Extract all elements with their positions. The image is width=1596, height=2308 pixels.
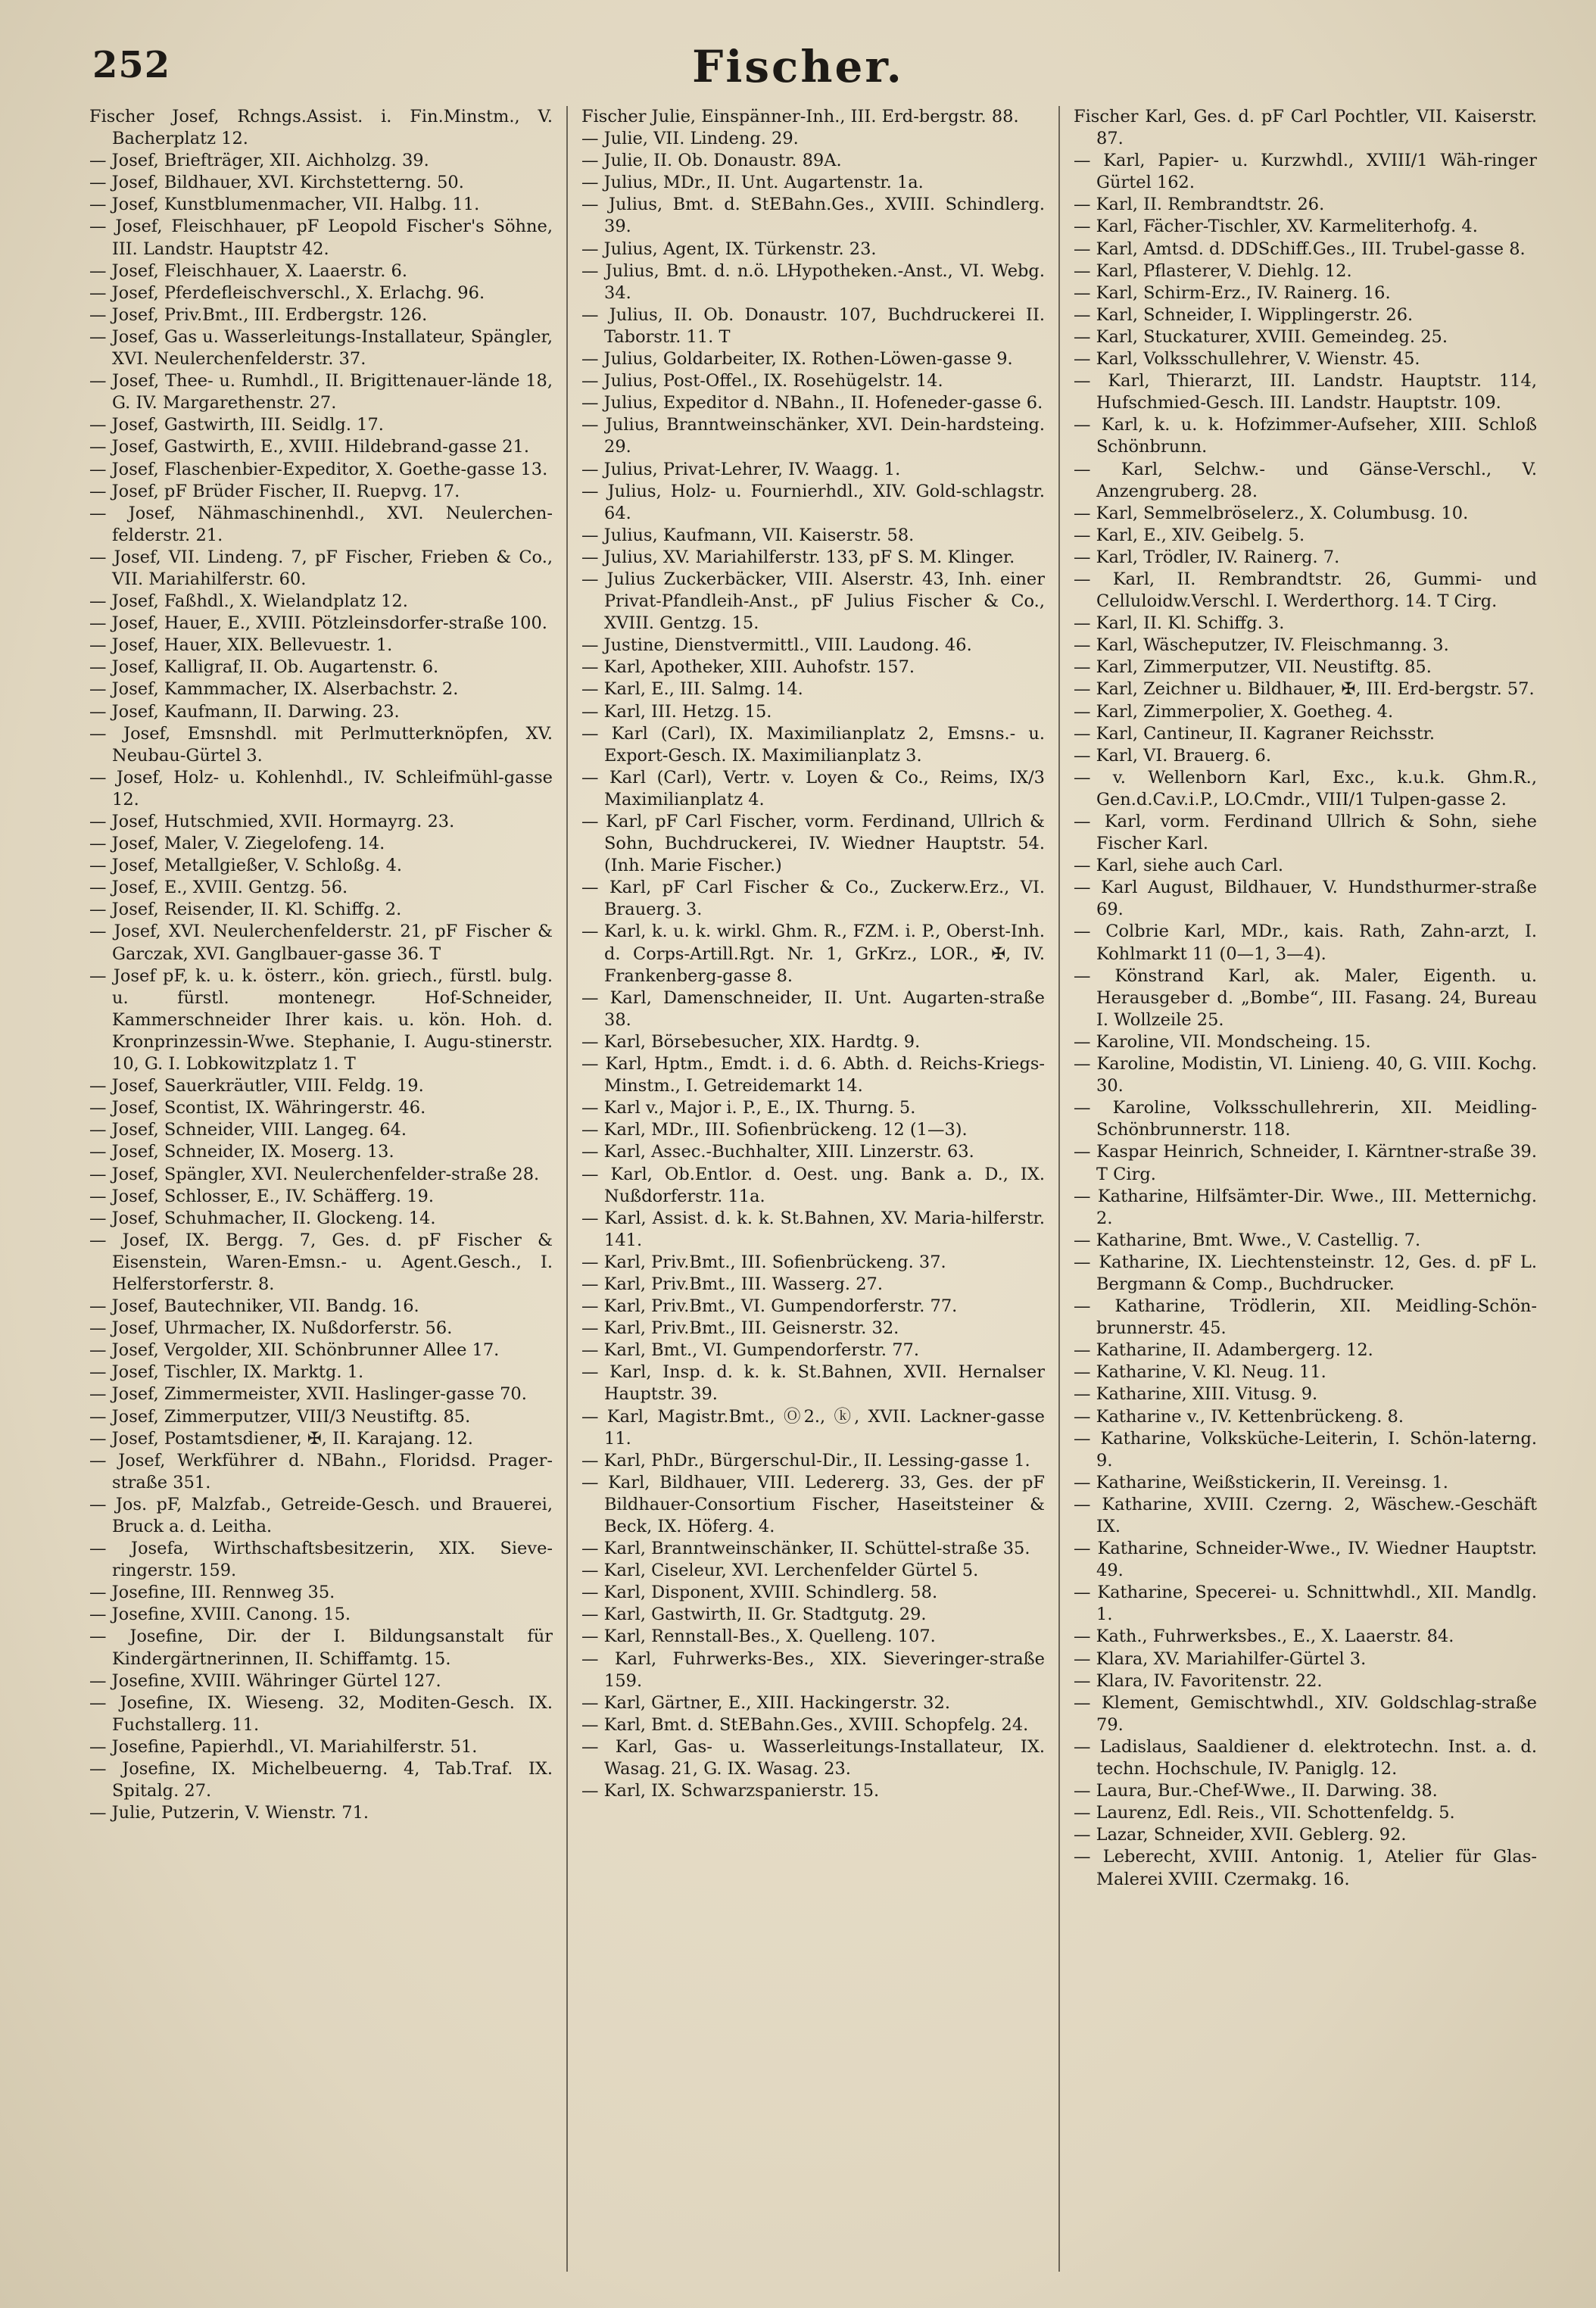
- directory-entry: — Josef, Thee- u. Rumhdl., II. Brigittenauer-lände 18, G. IV. Margarethenstr. 27.: [89, 371, 553, 413]
- directory-entry: — Josef, Sauerkräutler, VIII. Feldg. 19.: [89, 1076, 424, 1096]
- directory-entry: — Karl, Thierarzt, III. Landstr. Hauptstr. 114, Hufschmied-Gesch. III. Landstr. Hauptstr. 109.: [1074, 371, 1537, 413]
- directory-entry: — Karl, II. Rembrandtstr. 26, Gummi- und Celluloidw.Verschl. I. Werderthorg. 14. T Cirg.: [1074, 569, 1537, 612]
- directory-entry: — Julius, Bmt. d. StEBahn.Ges., XVIII. Schindlerg. 39.: [581, 195, 1045, 237]
- directory-entry: — Leberecht, XVIII. Antonig. 1, Atelier für Glas-Malerei XVIII. Czermakg. 16.: [1074, 1847, 1537, 1889]
- directory-entry: — Katharine, XVIII. Czerng. 2, Wäschew.-Geschäft IX.: [1074, 1494, 1537, 1536]
- column-divider: [1058, 106, 1060, 2272]
- directory-entry: — Julie, II. Ob. Donaustr. 89A.: [581, 151, 842, 171]
- directory-entry: — Karl, siehe auch Carl.: [1074, 856, 1284, 876]
- directory-entry: — Katharine, Volksküche-Leiterin, I. Schön-laterng. 9.: [1074, 1428, 1537, 1471]
- directory-entry: — Katharine, Schneider-Wwe., IV. Wiedner Hauptstr. 49.: [1074, 1539, 1537, 1581]
- directory-entry: — Julius, Agent, IX. Türkenstr. 23.: [581, 239, 877, 259]
- directory-entry: — Josef, Hutschmied, XVII. Hormayrg. 23.: [89, 812, 455, 831]
- directory-entry: — Josef, Fleischhauer, X. Laaerstr. 6.: [89, 260, 407, 281]
- directory-entry: — Josef, Hauer, XIX. Bellevuestr. 1.: [89, 635, 393, 656]
- directory-entry: — Josef, Maler, V. Ziegelofeng. 14.: [89, 834, 385, 854]
- directory-entry: — Josef, Bildhauer, XVI. Kirchstetterng. 50.: [89, 173, 464, 193]
- directory-entry: — Josefine, Papierhdl., VI. Mariahilferstr. 51.: [89, 1736, 478, 1757]
- directory-entry: — Karl, Fächer-Tischler, XV. Karmeliterhofg. 4.: [1074, 217, 1478, 237]
- directory-entry: — Karl, Zeichner u. Bildhauer, ✠, III. Erd-bergstr. 57.: [1074, 679, 1535, 700]
- directory-entry: — Julie, Putzerin, V. Wienstr. 71.: [89, 1803, 369, 1823]
- directory-entry: — Karl, pF Carl Fischer, vorm. Ferdinand, Ullrich & Sohn, Buchdruckerei, IV. Wiedner Hauptstr. 54. (Inh. Marie Fischer.): [581, 812, 1045, 876]
- directory-entry: — Josef, Postamtsdiener, ✠, II. Karajang. 12.: [89, 1428, 473, 1449]
- directory-entry: — Karl, VI. Brauerg. 6.: [1074, 745, 1272, 766]
- directory-entry: — Josef, Hauer, E., XVIII. Pötzleinsdorfer-straße 100.: [89, 613, 547, 634]
- directory-entry: — Karl, E., III. Salmg. 14.: [581, 679, 803, 700]
- directory-entry: Fischer Julie, Einspänner-Inh., III. Erd-bergstr. 88.: [581, 107, 1019, 126]
- directory-entry: — Karl, E., XIV. Geibelg. 5.: [1074, 525, 1305, 545]
- directory-entry: — Karl, Gärtner, E., XIII. Hackingerstr. 32.: [581, 1692, 950, 1713]
- directory-entry: — Karoline, VII. Mondscheing. 15.: [1074, 1031, 1371, 1052]
- directory-entry: — Katharine, Specerei- u. Schnittwhdl., XII. Mandlg. 1.: [1074, 1583, 1537, 1625]
- directory-entry: — Josef, XVI. Neulerchenfelderstr. 21, pF Fischer & Garczak, XVI. Ganglbauer-gasse 36. T: [89, 922, 553, 964]
- directory-entry: — Josef, Werkführer d. NBahn., Floridsd. Prager-straße 351.: [89, 1450, 553, 1492]
- directory-entry: — Josef, Zimmermeister, XVII. Haslinger-gasse 70.: [89, 1384, 527, 1405]
- directory-entry: — Josef, VII. Lindeng. 7, pF Fischer, Frieben & Co., VII. Mariahilferstr. 60.: [89, 547, 553, 589]
- directory-entry: — Josef, Gas u. Wasserleitungs-Installateur, Spängler, XVI. Neulerchenfelderstr. 37.: [89, 326, 553, 370]
- directory-entry: — Josef, Kalligraf, II. Ob. Augartenstr. 6.: [89, 657, 439, 678]
- directory-entry: — Karl, Trödler, IV. Rainerg. 7.: [1074, 547, 1340, 567]
- directory-entry: — Katharine, Hilfsämter-Dir. Wwe., III. Metternichg. 2.: [1074, 1186, 1537, 1228]
- directory-entry: — Josef, Holz- u. Kohlenhdl., IV. Schleifmühl-gasse 12.: [89, 767, 553, 809]
- directory-entry: — Josef, Gastwirth, III. Seidlg. 17.: [89, 415, 384, 435]
- directory-entry: — Josef pF, k. u. k. österr., kön. griech., fürstl. bulg. u. fürstl. montenegr. Hof-Schneider, Kammerschneider Ihrer kais. u. kön. Hoh. d. Kronprinzessin-Wwe. Stephanie, I. Augu-stinerstr. 10, G. I. Lobkowitzplatz 1. T: [89, 965, 553, 1074]
- directory-entry: — Karl, II. Rembrandtstr. 26.: [1074, 195, 1325, 215]
- directory-entry: — Josefine, IX. Michelbeuerng. 4, Tab.Traf. IX. Spitalg. 27.: [89, 1759, 553, 1801]
- directory-entry: — Karl, Selchw.- und Gänse-Verschl., V. Anzengruberg. 28.: [1074, 459, 1537, 501]
- directory-entry: — Josefine, III. Rennweg 35.: [89, 1583, 335, 1603]
- directory-entry: — Katharine, V. Kl. Neug. 11.: [1074, 1362, 1326, 1383]
- directory-entry: — Karl, Amtsd. d. DDSchiff.Ges., III. Trubel-gasse 8.: [1074, 239, 1526, 259]
- directory-entry: — Josef, Uhrmacher, IX. Nußdorferstr. 56.: [89, 1318, 453, 1339]
- directory-entry: — Josef, Schlosser, E., IV. Schäfferg. 19.: [89, 1186, 435, 1206]
- directory-entry: — Karl, Insp. d. k. k. St.Bahnen, XVII. Hernalser Hauptstr. 39.: [581, 1362, 1045, 1405]
- directory-entry: — Josef, Flaschenbier-Expeditor, X. Goethe-gasse 13.: [89, 459, 548, 479]
- directory-entry: — Karl, PhDr., Bürgerschul-Dir., II. Lessing-gasse 1.: [581, 1450, 1030, 1471]
- directory-entry: — Karl, Schirm-Erz., IV. Rainerg. 16.: [1074, 282, 1391, 303]
- directory-entry: — Karl, Zimmerpolier, X. Goetheg. 4.: [1074, 701, 1394, 722]
- directory-entry: — Karl, Ciseleur, XVI. Lerchenfelder Gürtel 5.: [581, 1561, 979, 1581]
- directory-entry: — Jos. pF, Malzfab., Getreide-Gesch. und Brauerei, Bruck a. d. Leitha.: [89, 1494, 553, 1536]
- directory-entry: — Justine, Dienstvermittl., VIII. Laudong. 46.: [581, 635, 972, 656]
- columns-container: [89, 106, 1545, 2272]
- directory-entry: — Julius, Branntweinschänker, XVI. Dein-hardsteing. 29.: [581, 415, 1045, 457]
- directory-entry: — Kath., Fuhrwerksbes., E., X. Laaerstr. 84.: [1074, 1627, 1454, 1647]
- directory-entry: — Karl, Wäscheputzer, IV. Fleischmanng. 3.: [1074, 635, 1449, 656]
- directory-entry: — Karl, Börsebesucher, XIX. Hardtg. 9.: [581, 1031, 921, 1052]
- directory-entry: — Lazar, Schneider, XVII. Geblerg. 92.: [1074, 1825, 1407, 1845]
- column-1: [89, 106, 553, 2272]
- directory-entry: Fischer Josef, Rchngs.Assist. i. Fin.Minstm., V. Bacherplatz 12.: [89, 107, 553, 149]
- directory-entry: — Josef, Vergolder, XII. Schönbrunner Allee 17.: [89, 1340, 500, 1361]
- directory-entry: — Karl (Carl), IX. Maximilianplatz 2, Emsns.- u. Export-Gesch. IX. Maximilianplatz 3.: [581, 723, 1045, 766]
- directory-entry: — Karl, Volksschullehrer, V. Wienstr. 45.: [1074, 349, 1420, 370]
- directory-entry: — Ladislaus, Saaldiener d. elektrotechn. Inst. a. d. techn. Hochschule, IV. Paniglg. 12.: [1074, 1736, 1537, 1779]
- directory-entry: — Julie, VII. Lindeng. 29.: [581, 129, 799, 149]
- directory-entry: — Josef, Kaufmann, II. Darwing. 23.: [89, 701, 400, 722]
- directory-entry: — Karl, Assist. d. k. k. St.Bahnen, XV. Maria-hilferstr. 141.: [581, 1208, 1045, 1250]
- directory-entry: — Julius, Post-Offel., IX. Rosehügelstr. 14.: [581, 371, 943, 391]
- directory-entry: — Karl, Schneider, I. Wipplingerstr. 26.: [1074, 304, 1414, 325]
- directory-entry: — Julius, Privat-Lehrer, IV. Waagg. 1.: [581, 459, 901, 479]
- directory-entry: — Katharine, XIII. Vitusg. 9.: [1074, 1384, 1318, 1405]
- directory-entry: — Colbrie Karl, MDr., kais. Rath, Zahn-arzt, I. Kohlmarkt 11 (0—1, 3—4).: [1074, 922, 1537, 964]
- directory-entry: — Klement, Gemischtwhdl., XIV. Goldschlag-straße 79.: [1074, 1692, 1537, 1735]
- directory-entry: — Josef, Schneider, VIII. Langeg. 64.: [89, 1120, 407, 1140]
- directory-entry: — Julius, Goldarbeiter, IX. Rothen-Löwen-gasse 9.: [581, 349, 1013, 370]
- directory-entry: — Karl, Pflasterer, V. Diehlg. 12.: [1074, 260, 1352, 281]
- directory-entry: — Josef, Fleischhauer, pF Leopold Fischer's Söhne, III. Landstr. Hauptstr 42.: [89, 217, 553, 259]
- directory-entry: — Josef, Pferdefleischverschl., X. Erlachg. 96.: [89, 282, 485, 303]
- directory-entry: — Karl, IX. Schwarzspanierstr. 15.: [581, 1781, 880, 1801]
- directory-entry: — Katharine, Weißstickerin, II. Vereinsg. 1.: [1074, 1472, 1448, 1492]
- directory-entry: — Karl v., Major i. P., E., IX. Thurng. 5.: [581, 1098, 916, 1118]
- directory-entry: — Laura, Bur.-Chef-Wwe., II. Darwing. 38.: [1074, 1781, 1438, 1801]
- directory-entry: — Katharine, II. Adambergerg. 12.: [1074, 1340, 1373, 1361]
- directory-entry: — v. Wellenborn Karl, Exc., k.u.k. Ghm.R., Gen.d.Cav.i.P., LO.Cmdr., VIII/1 Tulpen-gasse 2.: [1074, 767, 1537, 809]
- directory-entry: — Josef, Kammmacher, IX. Alserbachstr. 2.: [89, 679, 459, 700]
- directory-entry: — Karl, Branntweinschänker, II. Schüttel-straße 35.: [581, 1539, 1030, 1559]
- column-3: [1074, 106, 1537, 2272]
- directory-entry: — Könstrand Karl, ak. Maler, Eigenth. u. Herausgeber d. „Bombe“, III. Fasang. 24, Bureau I. Wollzeile 25.: [1074, 965, 1537, 1030]
- directory-entry: — Julius, XV. Mariahilferstr. 133, pF S. M. Klinger.: [581, 547, 1015, 567]
- directory-entry: — Karl, II. Kl. Schiffg. 3.: [1074, 613, 1285, 634]
- directory-entry: — Karl, Magistr.Bmt., Ⓞ2., ⓚ, XVII. Lackner-gasse 11.: [581, 1406, 1045, 1449]
- directory-entry: — Karl, pF Carl Fischer & Co., Zuckerw.Erz., VI. Brauerg. 3.: [581, 878, 1045, 920]
- directory-entry: — Karl, Disponent, XVIII. Schindlerg. 58.: [581, 1583, 938, 1603]
- directory-entry: — Josef, Bautechniker, VII. Bandg. 16.: [89, 1296, 419, 1317]
- directory-entry: — Karl, Cantineur, II. Kagraner Reichsstr.: [1074, 723, 1435, 744]
- directory-entry: — Josef, Schneider, IX. Moserg. 13.: [89, 1142, 394, 1162]
- directory-entry: — Julius, Kaufmann, VII. Kaiserstr. 58.: [581, 525, 915, 545]
- directory-entry: — Karl, Hptm., Emdt. i. d. 6. Abth. d. Reichs-Kriegs-Minstm., I. Getreidemarkt 14.: [581, 1054, 1045, 1096]
- page-header: [0, 38, 1596, 106]
- directory-entry: — Karl, Papier- u. Kurzwhdl., XVIII/1 Wäh-ringer Gürtel 162.: [1074, 151, 1537, 193]
- directory-entry: — Josef, E., XVIII. Gentzg. 56.: [89, 878, 348, 898]
- column-divider: [566, 106, 568, 2272]
- directory-entry: — Karl, Bmt. d. StEBahn.Ges., XVIII. Schopfelg. 24.: [581, 1714, 1029, 1735]
- directory-entry: — Klara, IV. Favoritenstr. 22.: [1074, 1670, 1323, 1691]
- directory-entry: — Karl, Fuhrwerks-Bes., XIX. Sieveringer-straße 159.: [581, 1648, 1045, 1691]
- directory-entry: — Julius, II. Ob. Donaustr. 107, Buchdruckerei II. Taborstr. 11. T: [581, 304, 1045, 347]
- directory-entry: — Josef, Metallgießer, V. Schloßg. 4.: [89, 856, 403, 876]
- directory-entry: — Karoline, Modistin, VI. Linieng. 40, G. VIII. Kochg. 30.: [1074, 1054, 1537, 1096]
- directory-entry: — Josef, IX. Bergg. 7, Ges. d. pF Fischer & Eisenstein, Waren-Emsn.- u. Agent.Gesch., I. Helferstorferstr. 8.: [89, 1230, 553, 1294]
- directory-entry: — Josef, Priv.Bmt., III. Erdbergstr. 126.: [89, 304, 428, 325]
- directory-entry: — Julius, Expeditor d. NBahn., II. Hofeneder-gasse 6.: [581, 393, 1043, 413]
- directory-entry: — Katharine, Trödlerin, XII. Meidling-Schön-brunnerstr. 45.: [1074, 1296, 1537, 1339]
- directory-entry: — Karl, Priv.Bmt., III. Geisnerstr. 32.: [581, 1318, 899, 1339]
- directory-entry: — Josef, pF Brüder Fischer, II. Ruepvg. 17.: [89, 481, 460, 501]
- column-2: [581, 106, 1045, 2272]
- directory-entry: — Josef, Gastwirth, E., XVIII. Hildebrand-gasse 21.: [89, 437, 530, 457]
- page-number: 252: [92, 44, 171, 86]
- directory-entry: — Karl, Semmelbröselerz., X. Columbusg. 10.: [1074, 503, 1469, 523]
- directory-entry: — Katharine v., IV. Kettenbrückeng. 8.: [1074, 1406, 1404, 1427]
- directory-entry: — Karl, Priv.Bmt., III. Wasserg. 27.: [581, 1274, 883, 1294]
- directory-entry: — Karl, Assec.-Buchhalter, XIII. Linzerstr. 63.: [581, 1142, 974, 1162]
- directory-entry: — Katharine, IX. Liechtensteinstr. 12, Ges. d. pF L. Bergmann & Comp., Buchdrucker.: [1074, 1252, 1537, 1294]
- directory-entry: — Karl, Gastwirth, II. Gr. Stadtgutg. 29.: [581, 1605, 927, 1625]
- directory-entry: — Julius, MDr., II. Unt. Augartenstr. 1a.: [581, 173, 924, 193]
- directory-entry: — Kaspar Heinrich, Schneider, I. Kärntner-straße 39. T Cirg.: [1074, 1142, 1537, 1184]
- directory-entry: — Karl, Priv.Bmt., III. Sofienbrückeng. 37.: [581, 1252, 946, 1272]
- directory-entry: — Josef, Nähmaschinenhdl., XVI. Neulerchen-felderstr. 21.: [89, 503, 553, 545]
- directory-entry: — Josefine, IX. Wieseng. 32, Moditen-Gesch. IX. Fuchstallerg. 11.: [89, 1692, 553, 1735]
- directory-entry: — Karl, Gas- u. Wasserleitungs-Installateur, IX. Wasag. 21, G. IX. Wasag. 23.: [581, 1736, 1045, 1779]
- directory-entry: — Josef, Faßhdl., X. Wielandplatz 12.: [89, 591, 408, 612]
- directory-entry: — Josef, Spängler, XVI. Neulerchenfelder-straße 28.: [89, 1164, 540, 1184]
- directory-entry: — Karl, III. Hetzg. 15.: [581, 701, 772, 722]
- directory-entry: — Karoline, Volksschullehrerin, XII. Meidling-Schönbrunnerstr. 118.: [1074, 1098, 1537, 1140]
- directory-entry: — Karl, Rennstall-Bes., X. Quelleng. 107.: [581, 1627, 936, 1647]
- directory-entry: — Josef, Briefträger, XII. Aichholzg. 39.: [89, 151, 429, 171]
- directory-entry: — Karl, Zimmerputzer, VII. Neustiftg. 85.: [1074, 657, 1432, 678]
- directory-entry: — Josef, Kunstblumenmacher, VII. Halbg. 11.: [89, 195, 480, 215]
- directory-entry: — Karl, vorm. Ferdinand Ullrich & Sohn, siehe Fischer Karl.: [1074, 812, 1537, 854]
- directory-entry: — Karl, k. u. k. wirkl. Ghm. R., FZM. i. P., Oberst-Inh. d. Corps-Artill.Rgt. Nr. 1, GrKrz., LOR., ✠, IV. Frankenberg-gasse 8.: [581, 922, 1045, 986]
- directory-entry: — Klara, XV. Mariahilfer-Gürtel 3.: [1074, 1648, 1367, 1669]
- directory-entry: — Josefine, XVIII. Canong. 15.: [89, 1605, 351, 1625]
- directory-entry: — Josef, Zimmerputzer, VIII/3 Neustiftg. 85.: [89, 1406, 471, 1427]
- directory-entry: — Karl, k. u. k. Hofzimmer-Aufseher, XIII. Schloß Schönbrunn.: [1074, 415, 1537, 457]
- directory-entry: — Josef, Scontist, IX. Währingerstr. 46.: [89, 1098, 426, 1118]
- directory-entry: — Karl, Priv.Bmt., VI. Gumpendorferstr. 77.: [581, 1296, 958, 1317]
- directory-entry: — Josef, Schuhmacher, II. Glockeng. 14.: [89, 1208, 436, 1228]
- directory-entry: — Josef, Tischler, IX. Marktg. 1.: [89, 1362, 364, 1383]
- directory-entry: — Katharine, Bmt. Wwe., V. Castellig. 7.: [1074, 1230, 1421, 1250]
- directory-entry: — Karl August, Bildhauer, V. Hundsthurmer-straße 69.: [1074, 878, 1537, 920]
- directory-entry: — Karl, Bmt., VI. Gumpendorferstr. 77.: [581, 1340, 920, 1361]
- directory-entry: — Karl, Ob.Entlor. d. Oest. ung. Bank a. D., IX. Nußdorferstr. 11a.: [581, 1164, 1045, 1206]
- directory-entry: — Julius Zuckerbäcker, VIII. Alserstr. 43, Inh. einer Privat-Pfandleih-Anst., pF Julius Fischer & Co., XVIII. Gentzg. 15.: [581, 569, 1045, 634]
- running-head: Fischer.: [692, 41, 904, 92]
- directory-entry: — Karl, MDr., III. Sofienbrückeng. 12 (1—3).: [581, 1120, 968, 1140]
- directory-entry: — Karl, Apotheker, XIII. Auhofstr. 157.: [581, 657, 915, 678]
- directory-entry: — Julius, Holz- u. Fournierhdl., XIV. Gold-schlagstr. 64.: [581, 481, 1045, 523]
- directory-entry: — Laurenz, Edl. Reis., VII. Schottenfeldg. 5.: [1074, 1803, 1455, 1823]
- directory-entry: — Julius, Bmt. d. n.ö. LHypotheken.-Anst., VI. Webg. 34.: [581, 260, 1045, 303]
- directory-entry: — Josefine, XVIII. Währinger Gürtel 127.: [89, 1670, 441, 1691]
- directory-entry: — Josefine, Dir. der I. Bildungsanstalt für Kindergärtnerinnen, II. Schiffamtg. 15.: [89, 1627, 553, 1669]
- directory-entry: — Karl, Damenschneider, II. Unt. Augarten-straße 38.: [581, 987, 1045, 1030]
- directory-entry: — Karl, Stuckaturer, XVIII. Gemeindeg. 25.: [1074, 326, 1448, 347]
- directory-entry: — Karl (Carl), Vertr. v. Loyen & Co., Reims, IX/3 Maximilianplatz 4.: [581, 767, 1045, 809]
- directory-entry: — Karl, Bildhauer, VIII. Ledererg. 33, Ges. der pF Bildhauer-Consortium Fischer, Haseitsteiner & Beck, IX. Höferg. 4.: [581, 1472, 1045, 1536]
- directory-entry: — Josef, Emsnshdl. mit Perlmutterknöpfen, XV. Neubau-Gürtel 3.: [89, 723, 553, 766]
- directory-entry: Fischer Karl, Ges. d. pF Carl Pochtler, VII. Kaiserstr. 87.: [1074, 107, 1537, 149]
- directory-entry: — Josefa, Wirthschaftsbesitzerin, XIX. Sieve-ringerstr. 159.: [89, 1539, 553, 1581]
- directory-entry: — Josef, Reisender, II. Kl. Schiffg. 2.: [89, 900, 402, 920]
